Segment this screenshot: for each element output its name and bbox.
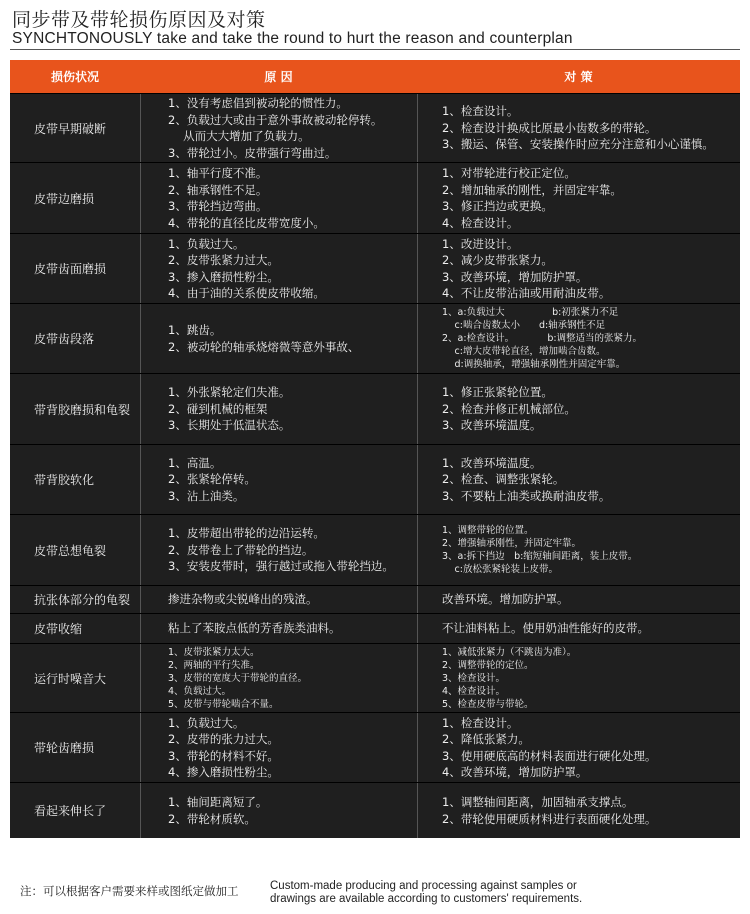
table-row [10,162,740,233]
cause-cell-line: 1、负载过大。 [168,236,245,251]
cause-cell [140,515,417,585]
measure-cell-line: 1、调整带轮的位置。 [442,525,534,536]
measure-cell-line: 2、增强轴承刚性，并固定牢靠。 [442,538,582,549]
measure-cell [417,713,740,782]
measure-cell-line: c:放松张紧轮装上皮带。 [442,564,558,575]
measure-cell-line: 1、检查设计。 [442,715,519,730]
cause-cell-line: 4、带轮的直径比皮带宽度小。 [168,215,325,230]
cause-cell [140,614,417,643]
cause-cell [140,94,417,162]
measure-cell-line: 3、修正挡边或更换。 [442,199,553,213]
cause-cell [140,234,417,303]
cause-cell-line: 3、沾上油类。 [168,488,245,503]
damage-status: 皮带齿面磨损 [34,262,107,276]
cause-cell-line: 2、皮带张紧力过大。 [168,253,279,267]
measure-cell-line: 2、检查并修正机械部位。 [442,401,576,416]
table-row [10,613,740,643]
cause-cell-line: 2、两轴的平行失准。 [168,659,260,671]
measure-cell-line: 3、不要粘上油类或换耐油皮带。 [442,488,611,503]
cause-cell-line: 3、皮带的宽度大于带轮的直径。 [168,672,308,684]
table-row [10,303,740,373]
measure-cell-line: 2、增加轴承的刚性，并固定牢靠。 [442,182,622,197]
damage-status: 皮带齿段落 [34,332,95,346]
cause-cell-line: 2、轴承钢性不足。 [168,182,268,197]
cause-cell [140,163,417,233]
damage-status: 抗张体部分的龟裂 [34,593,131,607]
cause-cell-line: 2、被动轮的轴承烧熔微等意外事故、 [168,339,360,354]
measure-cell-line: 4、检查设计。 [442,685,506,697]
damage-status: 皮带早期破断 [34,121,107,136]
measure-cell [417,515,740,585]
measure-cell [417,783,740,838]
page-title: 同步带及带轮损伤原因及对策 [12,9,266,31]
damage-table [10,60,740,838]
measure-cell-line: 1、调整轴间距离，加固轴承支撑点。 [442,795,634,809]
measure-cell-line: 3、a:拆下挡边 b:缩短轴间距离，装上皮带。 [442,551,638,562]
cause-cell-line: 1、轴平行度不准。 [168,166,268,180]
measure-cell [417,644,740,712]
measure-cell-line: 2、减少皮带张紧力。 [442,253,553,267]
table-row [10,93,740,162]
cause-cell-line: 4、由于油的关系使皮带收缩。 [168,286,325,300]
measure-cell [417,234,740,303]
cause-cell-line: 掺进杂物或尖锐峰出的残渣。 [168,592,318,607]
table-row [10,712,740,782]
measure-cell-line: 2、调整带轮的定位。 [442,659,534,671]
damage-status: 带背胶软化 [34,473,95,487]
measure-cell [417,445,740,514]
table-row [10,233,740,303]
table-row [10,514,740,585]
measure-cell-line: 4、不让皮带沾油或用耐油皮带。 [442,286,611,300]
footer-note-cn: 注：可以根据客户需要来样或图纸定做加工 [20,884,239,898]
cause-cell-line: 3、长期处于低温状态。 [168,418,291,433]
table-row [10,444,740,514]
measure-cell-line: 1、改进设计。 [442,236,519,251]
measure-cell-line: 5、检查皮带与带轮。 [442,698,534,710]
cause-cell-line: 1、跳齿。 [168,323,222,337]
cause-cell-line: 1、皮带超出带轮的边沿运转。 [168,526,325,541]
measure-cell-line: 4、改善环境，增加防护罩。 [442,765,588,779]
damage-status: 带轮齿磨损 [34,741,95,755]
cause-cell-line: 1、没有考虑倡到被动轮的惯性力。 [168,96,348,110]
measure-cell-line: 1、检查设计。 [442,104,519,119]
cause-cell-line: 3、带轮过小。皮带强行弯曲过。 [168,145,337,160]
cause-cell [140,644,417,712]
table-body [10,93,740,838]
cause-cell-line: 4、掺入磨损性粉尘。 [168,765,279,779]
measure-cell-line: 3、改善环境，增加防护罩。 [442,269,588,284]
measure-cell-line: 1、对带轮进行校正定位。 [442,166,576,180]
header-measure: 对 策 [564,70,593,84]
title-divider [10,49,740,50]
cause-cell-line: 1、高温。 [168,455,222,470]
cause-cell-line: 1、轴间距离短了。 [168,795,268,809]
measure-cell-line: 不让油料粘上。使用奶油性能好的皮带。 [442,621,649,636]
cause-cell-line: 3、掺入磨损性粉尘。 [168,269,279,284]
cause-cell-line: 2、皮带卷上了带轮的挡边。 [168,542,314,557]
measure-cell-line: d:调换轴承，增强轴承刚性并固定牢靠。 [442,359,626,370]
measure-cell-line: c:啮合齿数太小 d:轴承钢性不足 [442,320,606,331]
cause-cell [140,374,417,444]
cause-cell-line: 2、碰到机械的框架 [168,401,268,416]
measure-cell-line: c:增大皮带轮直径，增加啮合齿数。 [442,346,606,357]
measure-cell [417,614,740,643]
measure-cell-line: 1、减低张紧力（不跳齿为准）。 [442,646,577,658]
cause-cell-line: 从而大大增加了负载力。 [168,129,310,143]
table-row [10,373,740,444]
cause-cell [140,304,417,373]
cause-cell-line: 5、皮带与带轮啮合不量。 [168,698,279,710]
measure-cell-line: 2、降低张紧力。 [442,732,530,746]
measure-cell [417,586,740,613]
cause-cell-line: 3、带轮挡边弯曲。 [168,199,268,213]
table-row [10,585,740,613]
damage-status: 看起来伸长了 [34,804,107,818]
measure-cell-line: 3、搬运、保管、安装操作时应充分注意和小心谨慎。 [442,137,714,152]
measure-cell-line: 2、检查、调整张紧轮。 [442,472,565,487]
damage-status: 皮带边磨损 [34,191,95,206]
measure-cell-line: 3、改善环境温度。 [442,418,542,433]
cause-cell-line: 4、负载过大。 [168,685,232,697]
measure-cell-line: 2、检查设计换成比原最小齿数多的带轮。 [442,120,657,135]
header-cause: 原 因 [264,70,293,84]
measure-cell-line: 改善环境。增加防护罩。 [442,592,569,607]
measure-cell-line: 3、检查设计。 [442,672,506,684]
cause-cell-line: 粘上了苯胺点低的芳香族类油料。 [168,621,341,636]
cause-cell-line: 2、皮带的张力过大。 [168,732,279,746]
page-subtitle: SYNCHTONOUSLY take and take the round to hurt the reason and counterplan [12,30,573,47]
measure-cell-line: 1、修正张紧轮位置。 [442,385,553,400]
measure-cell-line: 3、使用硬底高的材料表面进行硬化处理。 [442,748,657,763]
cause-cell [140,445,417,514]
table-row [10,782,740,838]
cause-cell-line: 2、张紧轮停转。 [168,472,256,487]
header-status: 损伤状况 [50,70,99,84]
footer-note-en-line1: Custom-made producing and processing against samples or [270,880,577,892]
cause-cell-line: 3、安装皮带时，强行越过或拖入带轮挡边。 [168,559,394,574]
cause-cell-line: 2、负载过大或由于意外事故被动轮停转。 [168,112,383,127]
measure-cell [417,94,740,162]
measure-cell [417,374,740,444]
measure-cell [417,163,740,233]
cause-cell-line: 3、带轮的材料不好。 [168,748,279,763]
cause-cell [140,783,417,838]
damage-status: 皮带收缩 [34,622,83,636]
measure-cell-line: 1、a:负载过大 b:初张紧力不足 [442,307,619,318]
table-row [10,643,740,712]
table-header [10,60,740,93]
footer-note-en-line2: drawings are available according to customers' requirements. [270,893,583,905]
damage-status: 皮带总想龟裂 [34,543,107,558]
measure-cell-line: 2、带轮使用硬质材料进行表面硬化处理。 [442,811,657,826]
damage-status: 运行时噪音大 [34,671,107,686]
measure-cell-line: 4、检查设计。 [442,215,519,230]
cause-cell [140,586,417,613]
cause-cell-line: 2、带轮材质软。 [168,811,256,826]
cause-cell-line: 1、外张紧轮定们失准。 [168,385,291,400]
measure-cell [417,304,740,373]
measure-cell-line: 1、改善环境温度。 [442,455,542,470]
cause-cell [140,713,417,782]
damage-status: 带背胶磨损和龟裂 [34,402,131,417]
cause-cell-line: 1、皮带张紧力太大。 [168,646,260,658]
measure-cell-line: 2、a:检查设计。 b:调整适当的张紧力。 [442,333,643,344]
footer-note-en [270,880,582,906]
cause-cell-line: 1、负载过大。 [168,715,245,730]
